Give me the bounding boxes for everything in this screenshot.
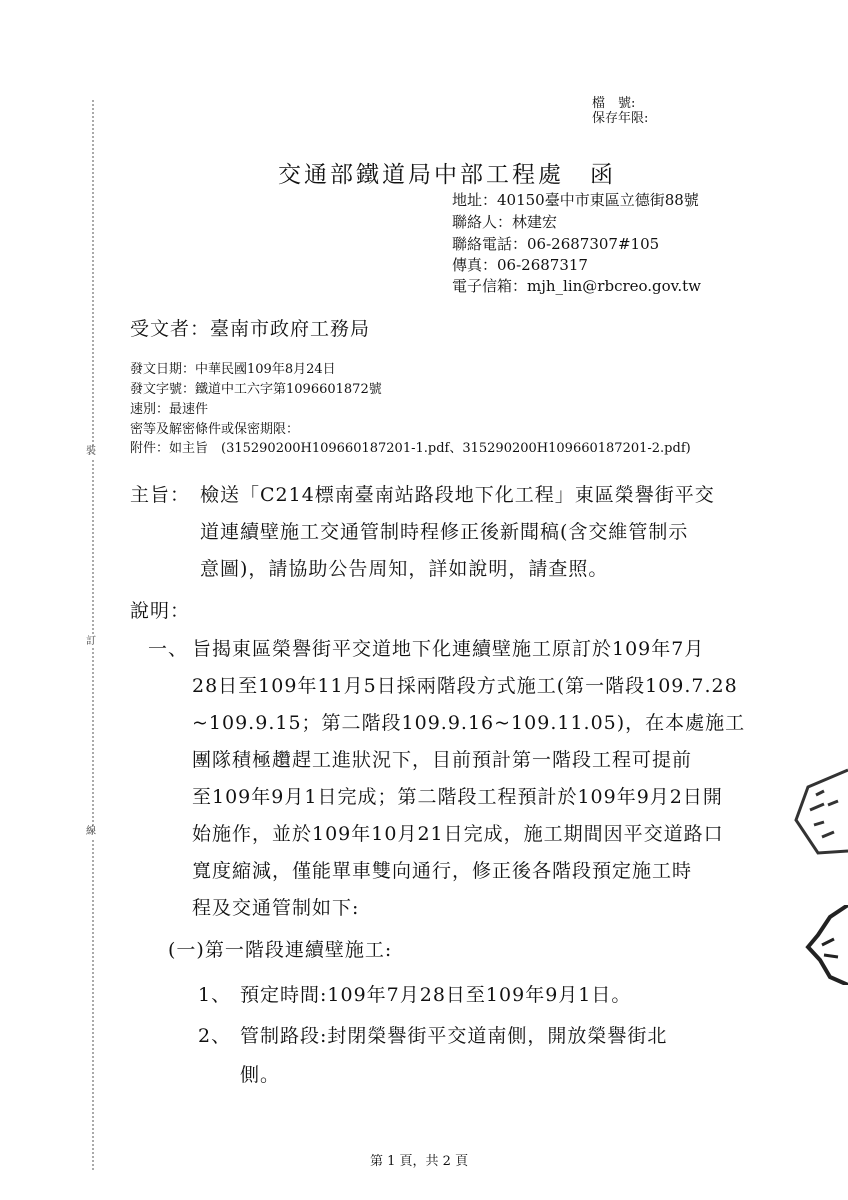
item-line: ~109.9.15；第二階段109.9.16~109.11.05)，在本處施工	[192, 712, 746, 734]
binding-line	[92, 100, 94, 1170]
subject-line: 道連續壁施工交通管制時程修正後新聞稿(含交維管制示	[200, 521, 689, 543]
binding-mark-bottom: 線	[86, 826, 96, 837]
classification: 密等及解密條件或保密期限：	[130, 422, 300, 437]
issue-date: 發文日期：中華民國109年8月24日	[130, 362, 336, 377]
attachments: 附件：如主旨 (315290200H109660187201-1.pdf、315290200H109660187201-2.pdf)	[130, 441, 691, 456]
file-number-label: 檔 號:	[592, 96, 636, 111]
issue-number: 發文字號：鐵道中工六字第1096601872號	[130, 382, 382, 397]
point-line: 管制路段:封閉榮譽街平交道南側，開放榮譽街北	[240, 1025, 668, 1047]
explanation-label: 說明：	[130, 600, 191, 622]
page-footer: 第 1 頁，共 2 頁	[370, 1154, 469, 1169]
document-title: 交通部鐵道局中部工程處 函	[278, 162, 616, 188]
point-line: 側。	[240, 1064, 281, 1086]
binding-mark-top: 裝	[86, 446, 96, 457]
item-line: 始施作，並於109年10月21日完成，施工期間因平交道路口	[192, 823, 724, 845]
item-line: 寬度縮減，僅能單車雙向通行，修正後各階段預定施工時	[192, 860, 693, 882]
subject-line: 意圖)，請協助公告周知，詳如說明，請查照。	[200, 558, 609, 580]
point-line: 預定時間:109年7月28日至109年9月1日。	[240, 984, 632, 1006]
sender-contact: 聯絡人：林建宏	[452, 213, 558, 231]
item-line: 28日至109年11月5日採兩階段方式施工(第一階段109.7.28	[192, 675, 738, 697]
seal-stamp-icon	[788, 765, 848, 855]
point-marker: 1、	[198, 984, 232, 1006]
seal-fragment-icon	[800, 905, 848, 985]
sender-address: 地址：40150臺中市東區立德街88號	[452, 191, 699, 209]
subject-label: 主旨：	[130, 484, 191, 506]
item-line: 團隊積極趲趕工進狀況下，目前預計第一階段工程可提前	[192, 749, 693, 771]
sender-fax: 傳真：06-2687317	[452, 256, 588, 274]
point-marker: 2、	[198, 1025, 232, 1047]
item-line: 至109年9月1日完成；第二階段工程預計於109年9月2日開	[192, 786, 723, 808]
sender-email: 電子信箱：mjh_lin@rbcreo.gov.tw	[452, 277, 702, 295]
item-line: 旨揭東區榮譽街平交道地下化連續壁施工原訂於109年7月	[192, 638, 705, 660]
binding-mark-middle: 訂	[86, 636, 96, 647]
urgency: 速別：最速件	[130, 402, 209, 417]
retention-label: 保存年限:	[592, 111, 649, 126]
subject-line: 檢送「C214標南臺南站路段地下化工程」東區榮譽街平交	[200, 484, 715, 506]
item-marker: 一、	[148, 638, 189, 660]
subitem-label: (一)第一階段連續壁施工:	[168, 939, 393, 961]
item-line: 程及交通管制如下:	[192, 897, 360, 919]
sender-phone: 聯絡電話：06-2687307#105	[452, 235, 660, 253]
recipient: 受文者：臺南市政府工務局	[130, 318, 371, 340]
